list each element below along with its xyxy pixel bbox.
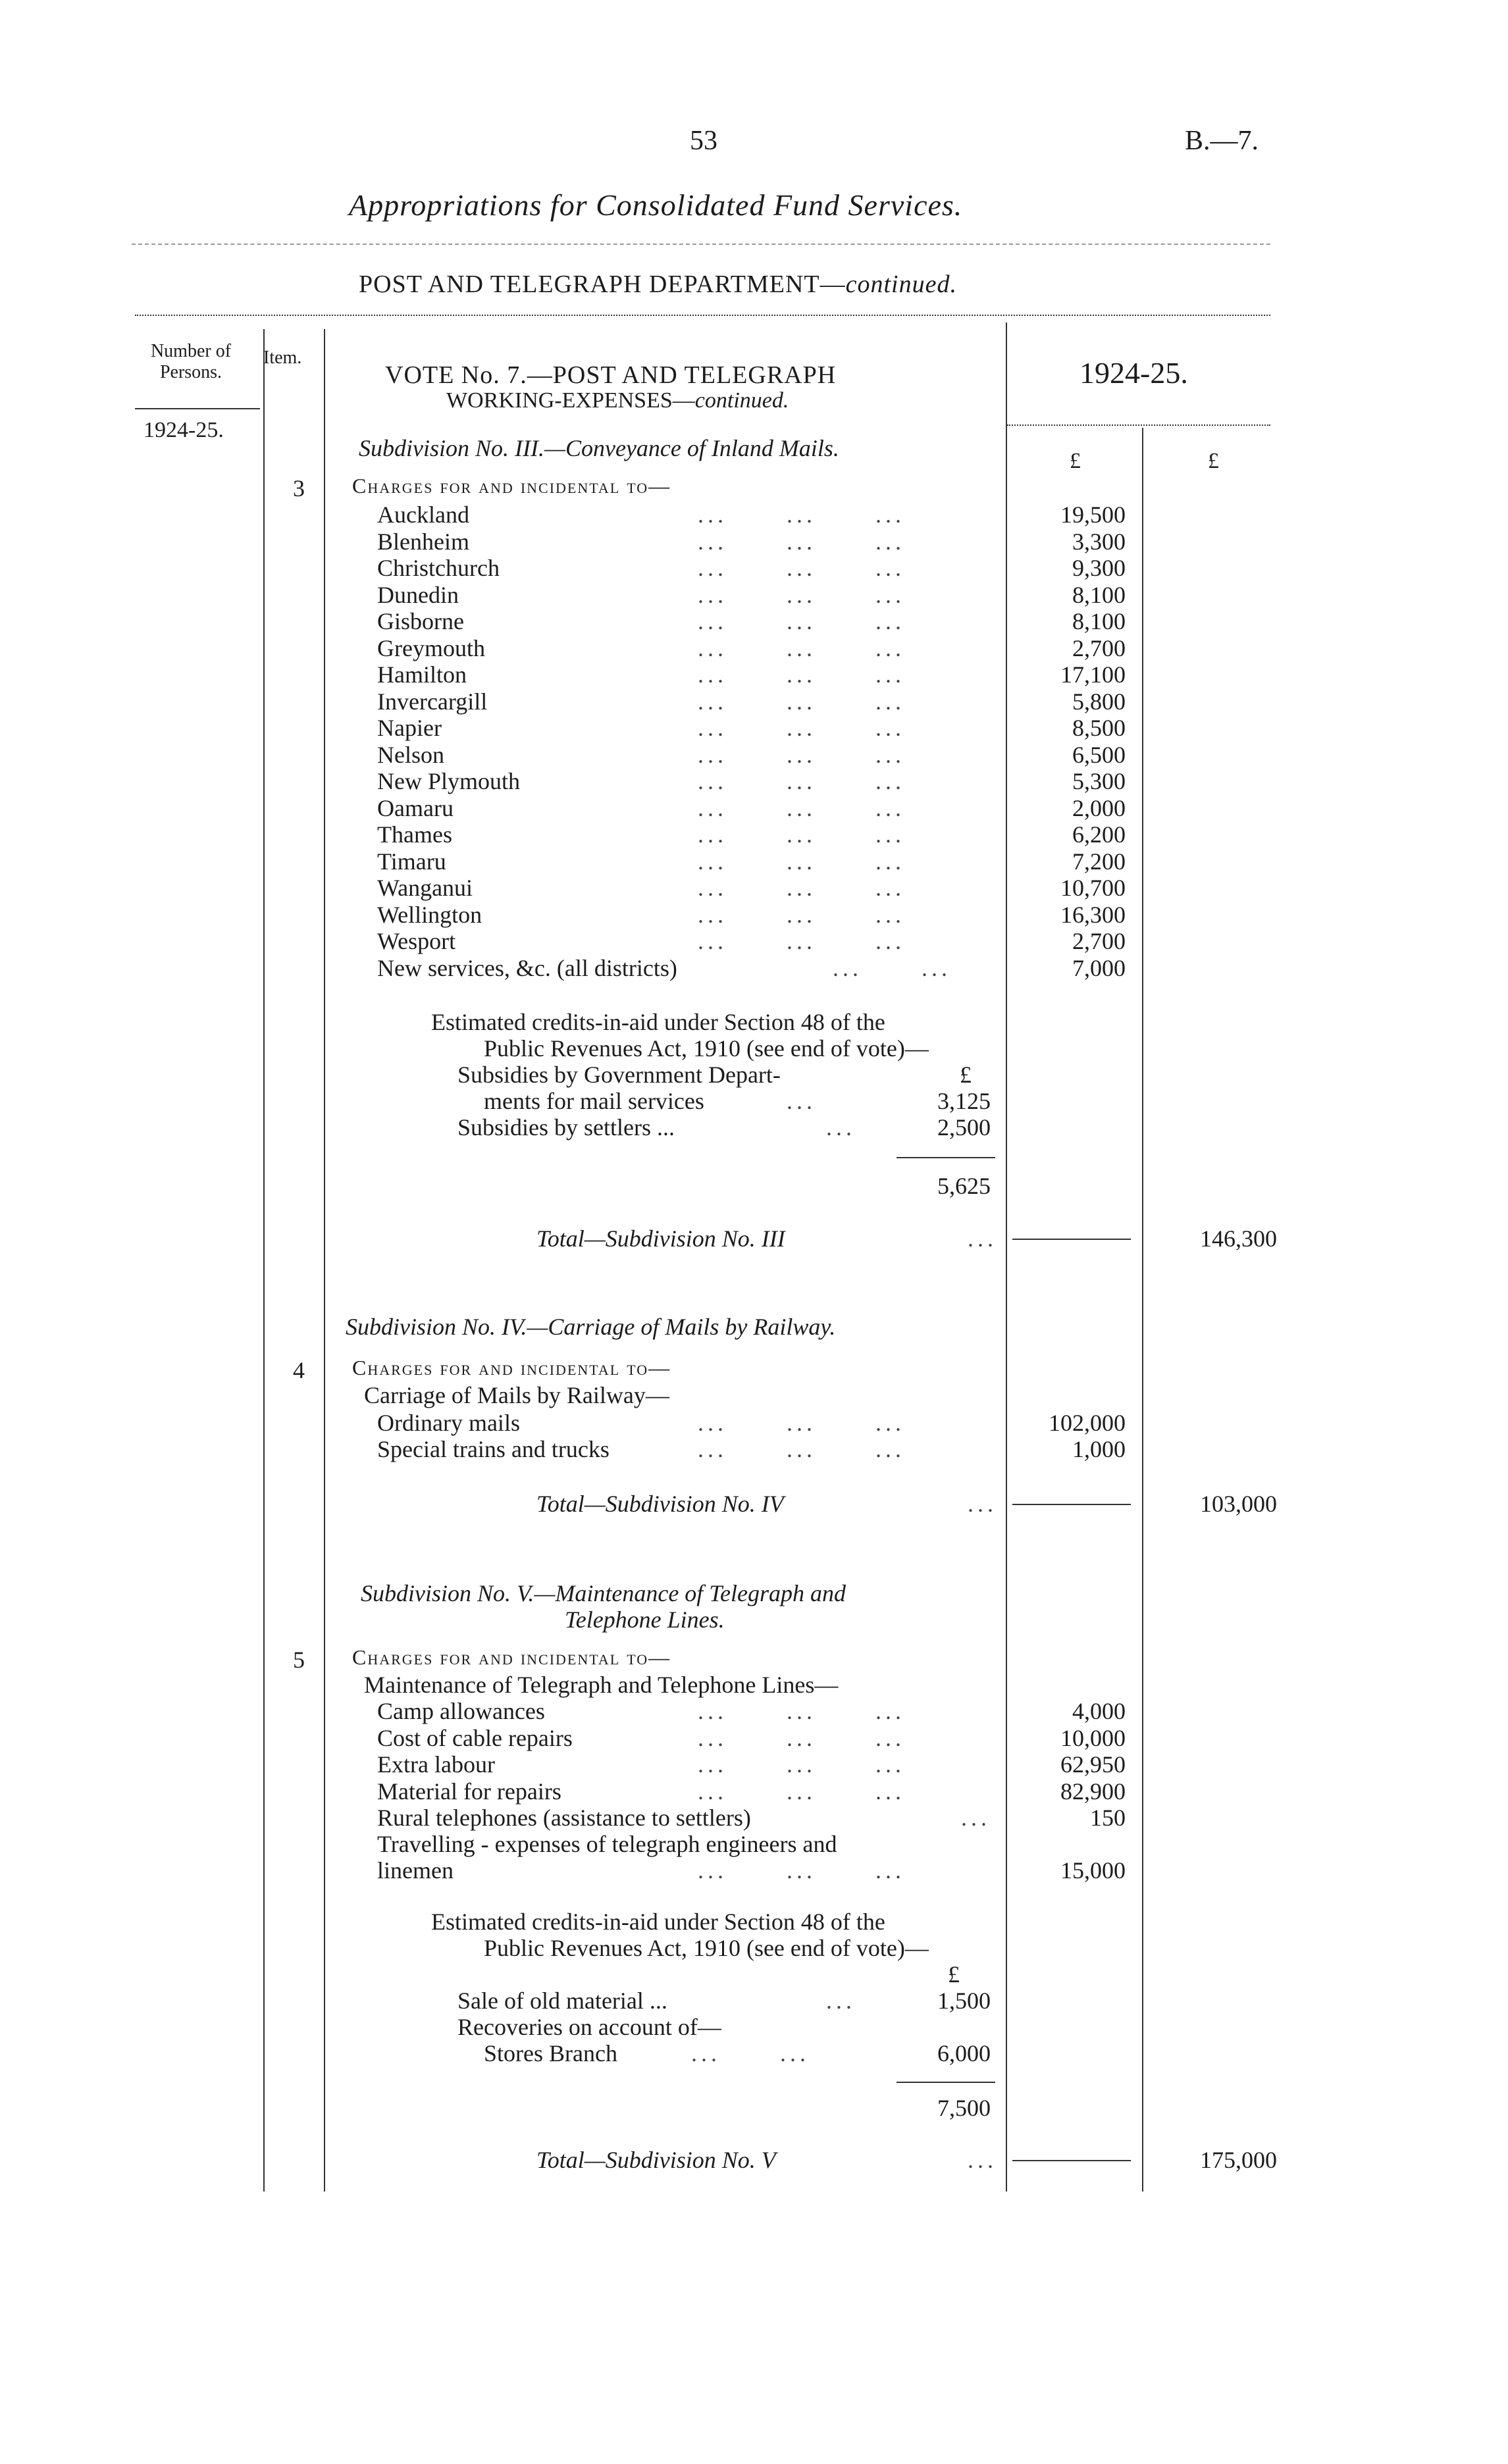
row-label: Invercargill: [377, 688, 488, 715]
document-reference: B.—7.: [1185, 126, 1259, 156]
row-value: 7,200: [1072, 848, 1126, 875]
leader-dots: ... ... ...: [698, 901, 905, 928]
charges-label-3: Charges for and incidental to—: [352, 474, 671, 498]
row-label: Special trains and trucks: [377, 1436, 610, 1462]
row-label: Cost of cable repairs: [377, 1724, 573, 1751]
travel-value: 15,000: [1060, 1857, 1126, 1884]
row-value: 10,700: [1060, 875, 1126, 901]
leader-dots: ... ... ...: [698, 608, 905, 634]
row-value: 5,800: [1072, 688, 1126, 715]
row-label: Thames: [377, 821, 452, 848]
row-value: 6,200: [1072, 821, 1126, 848]
row-value: 19,500: [1060, 501, 1126, 528]
row-value: 17,100: [1060, 661, 1126, 688]
row-label: Rural telephones (assistance to settlers): [377, 1805, 751, 1831]
credit-5-stores-value: 6,000: [937, 2040, 991, 2066]
subdivision-3-heading: Subdivision No. III.—Conveyance of Inland Mails.: [359, 435, 839, 461]
row-label: Hamilton: [377, 661, 467, 688]
item-column-header: Item.: [263, 347, 302, 368]
travel-line2: linemen: [377, 1857, 454, 1884]
charges-label-4: Charges for and incidental to—: [352, 1356, 671, 1379]
credit-5-sale-value: 1,500: [937, 1988, 991, 2014]
item-column-rule: [263, 329, 265, 2192]
row-value: 9,300: [1072, 555, 1126, 581]
leader-dots: ... ... ...: [698, 794, 905, 821]
row-value: 8,500: [1072, 715, 1126, 741]
total-4-value: 103,000: [1200, 1491, 1277, 1517]
row-label: Blenheim: [377, 528, 469, 555]
leader-dots: ... ... ...: [698, 688, 905, 715]
row-label: Nelson: [377, 741, 444, 768]
item-number-4: 4: [293, 1357, 305, 1383]
credits-5-sum-rule: [897, 2082, 995, 2083]
row-value: 82,900: [1060, 1778, 1126, 1805]
row-label: Auckland: [377, 501, 469, 528]
leader-dots: ... ... ...: [698, 634, 905, 661]
row-label: Christchurch: [377, 555, 500, 581]
leader-dots: ... ... ...: [698, 715, 905, 741]
total-column-rule: [1142, 428, 1143, 2192]
department-heading: POST AND TELEGRAPH DEPARTMENT—continued.: [359, 270, 957, 298]
credit-3-settlers-label: Subsidies by settlers ...: [457, 1114, 675, 1141]
leader-dots: ...: [961, 1805, 991, 1831]
credit-5-stores-label: Stores Branch: [484, 2040, 617, 2066]
credit-3-pound: £: [960, 1062, 972, 1088]
leader-dots: ... ... ...: [698, 848, 905, 875]
row-label: Material for repairs: [377, 1778, 561, 1805]
row-label: Dunedin: [377, 581, 459, 608]
credit-5-sale-label: Sale of old material ...: [457, 1988, 667, 2014]
row-value: 16,300: [1060, 901, 1126, 928]
header-rule-right: [1007, 424, 1270, 426]
credit-3-govt-line1: Subsidies by Government Depart-: [457, 1062, 781, 1088]
row-value: 8,100: [1072, 608, 1126, 634]
credits-3-line2: Public Revenues Act, 1910 (see end of vote)—: [484, 1035, 929, 1062]
credit-5-recoveries-label: Recoveries on account of—: [457, 2014, 721, 2040]
subdivision-5-heading-line2: Telephone Lines.: [565, 1606, 725, 1633]
credit-3-settlers-value: 2,500: [937, 1114, 991, 1141]
persons-column-header: Number of Persons.: [150, 341, 232, 382]
row-label: New Plymouth: [377, 768, 521, 794]
total-3-dots: ...: [968, 1225, 997, 1252]
railway-sub-heading: Carriage of Mails by Railway—: [364, 1382, 669, 1408]
row-value: 1,000: [1072, 1436, 1126, 1462]
charges-label-5: Charges for and incidental to—: [352, 1645, 671, 1669]
page-title: Appropriations for Consolidated Fund Services.: [349, 188, 963, 222]
row-label: Napier: [377, 715, 442, 741]
credits-5-line2: Public Revenues Act, 1910 (see end of vote)—: [484, 1935, 929, 1961]
row-value: 102,000: [1049, 1410, 1126, 1436]
row-value: 62,950: [1060, 1751, 1126, 1778]
leader-dots: ... ... ...: [698, 661, 905, 688]
credits-3-sum-rule: [897, 1157, 995, 1158]
total-3-label: Total—Subdivision No. III: [536, 1225, 785, 1252]
maintenance-sub-heading: Maintenance of Telegraph and Telephone Lines—: [364, 1672, 839, 1698]
leader-dots: ... ... ...: [698, 768, 905, 794]
leader-dots: ... ... ...: [698, 928, 905, 954]
credit-3-govt-dots: ...: [787, 1088, 816, 1114]
credits-3-line1: Estimated credits-in-aid under Section 48 of the: [431, 1009, 885, 1035]
leader-dots: ... ... ...: [698, 501, 905, 528]
credit-3-settlers-dots: ...: [826, 1114, 856, 1141]
row-label: Wanganui: [377, 875, 473, 901]
title-rule: [132, 244, 1270, 245]
amount-column-rule: [1006, 322, 1007, 2192]
leader-dots: ... ... ...: [698, 875, 905, 901]
row-value: 3,300: [1072, 528, 1126, 555]
total-5-value: 175,000: [1200, 2147, 1277, 2173]
row-label: Camp allowances: [377, 1698, 545, 1724]
subdivision-4-heading: Subdivision No. IV.—Carriage of Mails by Railway.: [346, 1314, 836, 1340]
row-value: 6,500: [1072, 741, 1126, 768]
row-label: Oamaru: [377, 794, 454, 821]
leader-dots: ... ... ...: [698, 1778, 905, 1805]
leader-dots: ... ... ...: [698, 741, 905, 768]
row-label: Greymouth: [377, 634, 485, 661]
credit-5-stores-dots: ... ...: [691, 2040, 810, 2066]
row-label: Extra labour: [377, 1751, 495, 1778]
leader-dots: ... ... ...: [698, 555, 905, 581]
subdivision-5-heading-line1: Subdivision No. V.—Maintenance of Telegraph and: [361, 1580, 846, 1606]
credits-5-total: 7,500: [937, 2095, 991, 2121]
leader-dots: ... ... ...: [698, 1751, 905, 1778]
row-value: 5,300: [1072, 768, 1126, 794]
total-5-dots: ...: [968, 2147, 997, 2173]
leader-dots: ... ... ...: [698, 1724, 905, 1751]
row-value: 2,700: [1072, 928, 1126, 954]
year-label-right: 1924-25.: [1079, 356, 1188, 390]
credits-3-total: 5,625: [937, 1173, 991, 1199]
leader-dots: ... ... ...: [698, 1436, 905, 1462]
vote-title: VOTE No. 7.—POST AND TELEGRAPH: [385, 361, 837, 389]
item-number-5: 5: [293, 1647, 305, 1673]
total-3-value: 146,300: [1200, 1225, 1277, 1252]
total-5-label: Total—Subdivision No. V: [536, 2147, 776, 2173]
table-top-rule: [135, 315, 1270, 316]
total-5-rule: [1012, 2160, 1131, 2161]
row-label: Timaru: [377, 848, 446, 875]
page-number: 53: [690, 126, 717, 156]
total-4-rule: [1012, 1504, 1131, 1505]
row-value: 2,000: [1072, 794, 1126, 821]
row-label: New services, &c. (all districts): [377, 954, 677, 981]
leader-dots: ... ... ...: [698, 528, 905, 555]
vote-subtitle: WORKING-EXPENSES—continued.: [446, 388, 789, 413]
pound-col1: £: [1070, 449, 1081, 473]
item-number-3: 3: [293, 475, 305, 501]
leader-dots: ... ... ...: [698, 1698, 905, 1724]
credit-3-govt-line2: ments for mail services: [484, 1088, 704, 1114]
row-value: 8,100: [1072, 581, 1126, 608]
credits-5-pound: £: [948, 1961, 960, 1988]
travel-dots: ... ... ...: [698, 1857, 905, 1884]
year-label-left: 1924-25.: [143, 418, 224, 442]
credits-5-line1: Estimated credits-in-aid under Section 48 of the: [431, 1909, 885, 1935]
leader-dots: ... ... ...: [698, 1410, 905, 1436]
row-label: Gisborne: [377, 608, 464, 634]
row-label: Wellington: [377, 901, 482, 928]
travel-line1: Travelling - expenses of telegraph engineers and: [377, 1831, 837, 1857]
row-value: 7,000: [1072, 954, 1126, 981]
total-4-dots: ...: [968, 1491, 997, 1517]
row-value: 4,000: [1072, 1698, 1126, 1724]
leader-dots: ... ... ...: [698, 821, 905, 848]
leader-dots: ... ... ...: [698, 581, 905, 608]
credit-5-sale-dots: ...: [826, 1988, 856, 2014]
row-label: Ordinary mails: [377, 1410, 520, 1436]
total-3-rule: [1012, 1239, 1131, 1240]
row-label: Wesport: [377, 928, 456, 954]
row-value: 2,700: [1072, 634, 1126, 661]
row-value: 10,000: [1060, 1724, 1126, 1751]
pound-col2: £: [1208, 449, 1219, 473]
leader-dots: ... ...: [833, 954, 951, 981]
total-4-label: Total—Subdivision No. IV: [536, 1491, 784, 1517]
header-rule-left: [135, 408, 260, 409]
credit-3-govt-value: 3,125: [937, 1088, 991, 1114]
row-value: 150: [1090, 1805, 1126, 1831]
description-column-rule: [324, 329, 325, 2192]
